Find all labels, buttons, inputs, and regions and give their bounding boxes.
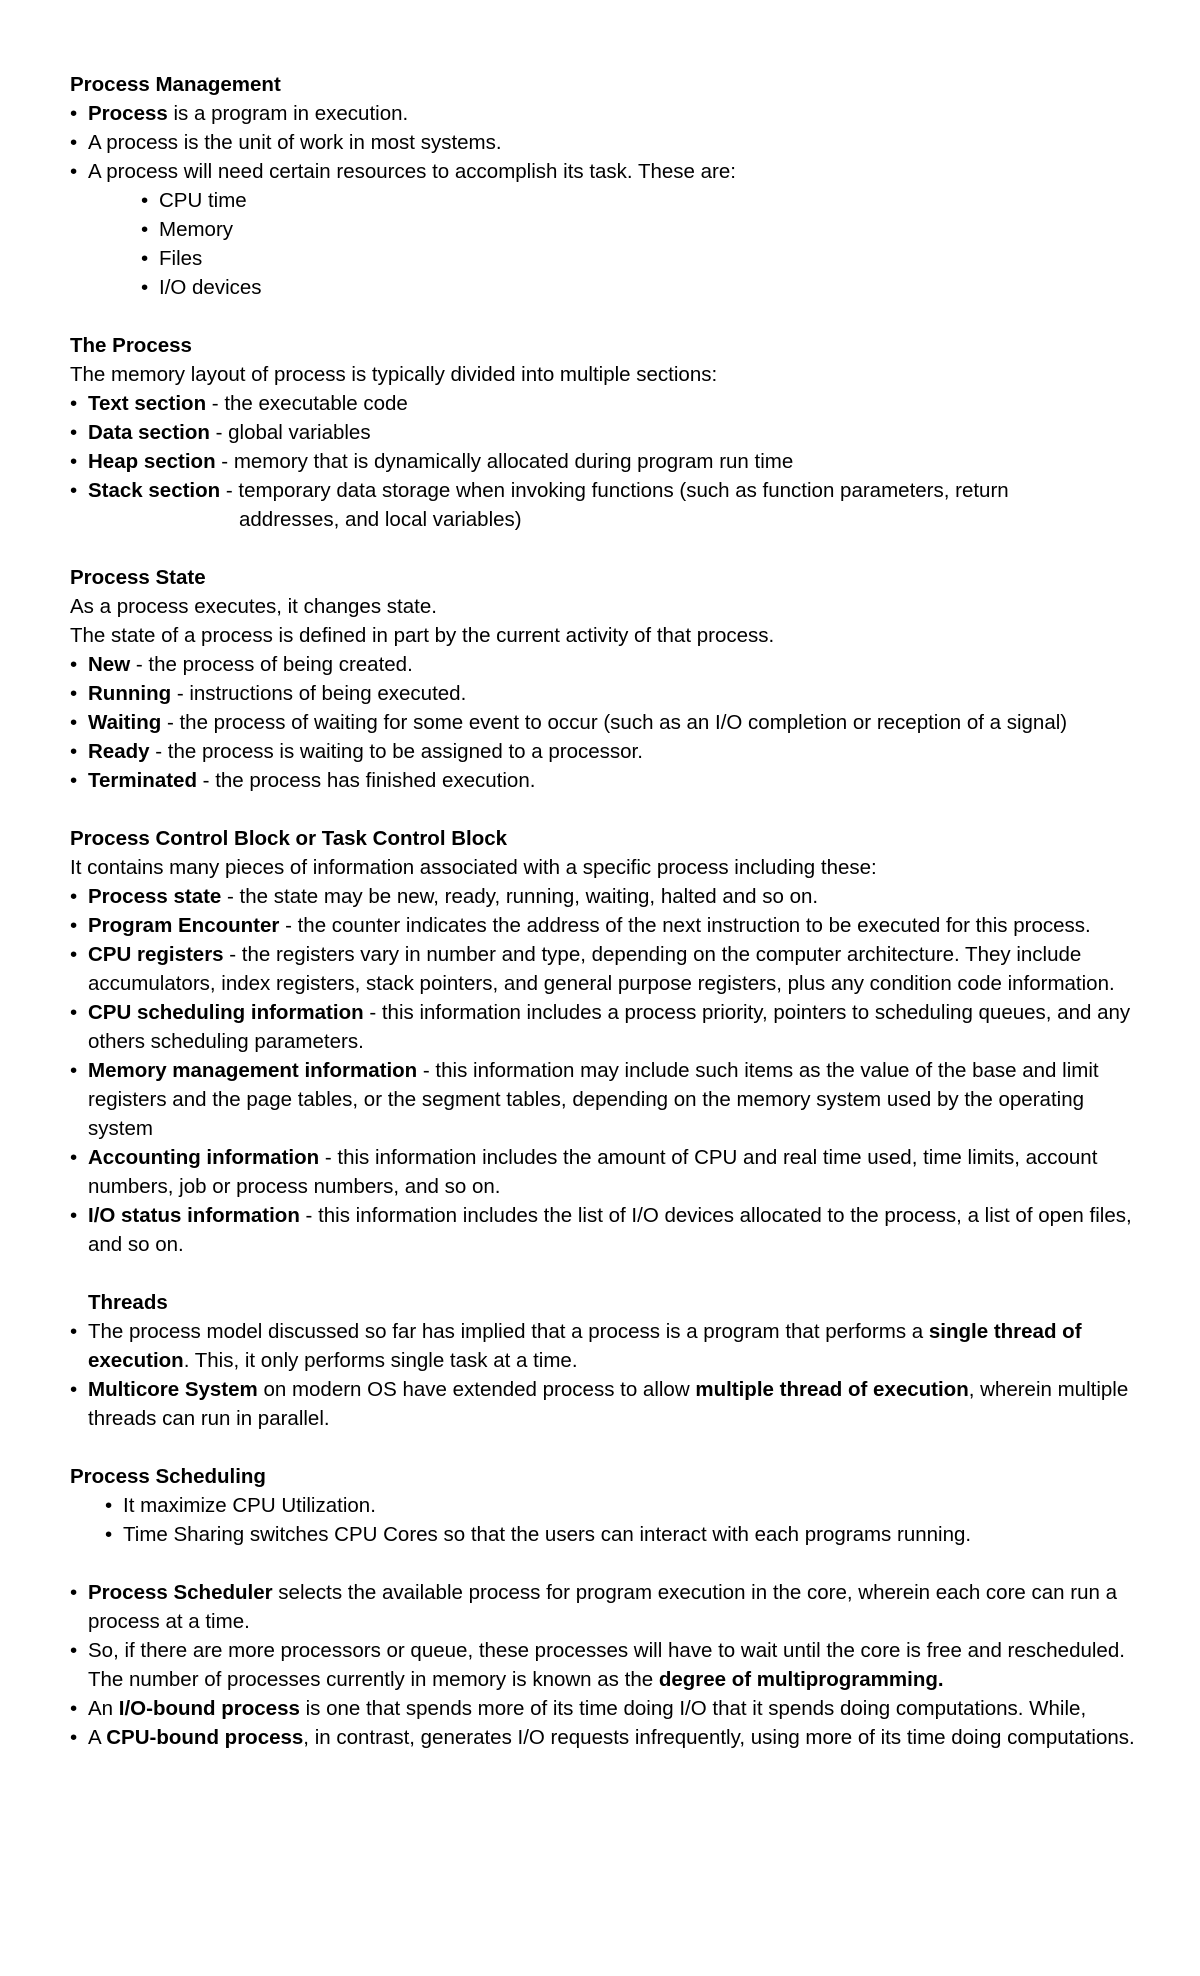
item-text: is a program in execution. [167,102,409,125]
paragraph: It contains many pieces of information associated with a specific process including these: [70,856,877,879]
paragraph: The state of a process is defined in part by the current activity of that process. [70,624,775,647]
item-text: - the process of being created. [130,653,413,676]
resource-list [70,186,1140,302]
item-text: - the registers vary in number and type, depending on the computer architecture. They include accumulators, index registers, stack pointers, and general purpose registers, plus any condition code information. [88,943,1115,995]
item-text: - memory that is dynamically allocated during program run time [215,450,794,473]
list-item [88,1375,1140,1433]
list-item [88,882,1140,911]
bold-term: Stack section [88,479,221,502]
bold-term: Running [88,682,172,705]
list-item [88,1317,1140,1375]
item-text: - the executable code [206,392,408,415]
item-text: - temporary data storage when invoking functions (such as function parameters, return [220,479,1009,502]
bold-term: CPU-bound process [106,1726,304,1749]
list-item [88,447,1140,476]
list-item [88,1694,1140,1723]
item-text: The process model discussed so far has implied that a process is a program that performs a [88,1320,929,1343]
section-heading-process-state: Process State [70,566,206,589]
item-text: An [88,1697,119,1720]
bold-term: Multicore System [88,1378,258,1401]
spacer [70,1259,1140,1288]
list-item [88,708,1140,737]
bold-term: CPU registers [88,943,224,966]
bold-term: CPU scheduling information [88,1001,364,1024]
list-item [88,389,1140,418]
continuation-text: addresses, and local variables) [239,508,522,531]
bold-term: Accounting information [88,1146,320,1169]
threads-list [70,1317,1140,1433]
item-text: - instructions of being executed. [171,682,467,705]
item-text: - this information may include such items as the value of the base and limit registers and the page tables, or the segment tables, depending on the memory system used by the operating system [88,1059,1099,1140]
bold-term: Process Scheduler [88,1581,273,1604]
item-text: - the process is waiting to be assigned to a processor. [149,740,643,763]
item-text: selects the available process for program execution in the core, wherein each core can run a process at a time. [88,1581,1117,1633]
bold-term: Text section [88,392,207,415]
list-item [88,476,1140,505]
document [70,70,1140,1752]
item-text: is one that spends more of its time doing I/O that it spends doing computations. While, [299,1697,1087,1720]
item-text: on modern OS have extended process to allow [257,1378,696,1401]
item-text: - the counter indicates the address of the next instruction to be executed for this process. [279,914,1091,937]
list-item [88,998,1140,1056]
memory-sections-list [70,389,1140,505]
list-item [88,650,1140,679]
bold-term: Waiting [88,711,162,734]
list-item: • Time Sharing switches CPU Cores so that the users can interact with each programs running. [123,1520,1140,1549]
list-item [88,99,1140,128]
item-text: - the state may be new, ready, running, waiting, halted and so on. [221,885,819,908]
scheduling-list [70,1578,1140,1752]
item-text: So, if there are more processors or queue, these processes will have to wait until the core is free and rescheduled. The number of processes currently in memory is known as the [88,1639,1125,1691]
list-item [88,418,1140,447]
bold-term: single thread of execution [88,1320,1082,1372]
list-item [88,737,1140,766]
list-item: • I/O devices [159,273,1140,302]
list-item [88,766,1140,795]
list-item [88,1723,1140,1752]
item-text: - this information includes the list of I/O devices allocated to the process, a list of open files, and so on. [88,1204,1132,1256]
bold-term: degree of multiprogramming. [658,1668,944,1691]
bold-term: multiple thread of execution [695,1378,969,1401]
list-item [88,1056,1140,1143]
paragraph: As a process executes, it changes state. [70,595,437,618]
list-item: • CPU time [159,186,1140,215]
list-item: • It maximize CPU Utilization. [123,1491,1140,1520]
bold-term: Program Encounter [88,914,280,937]
list-item: • A process will need certain resources to accomplish its task. These are: [88,157,1140,186]
bold-term: I/O-bound process [118,1697,300,1720]
list-item [88,679,1140,708]
list-item [88,1636,1140,1694]
spacer [70,302,1140,331]
bold-term: Terminated [88,769,197,792]
list-item [88,1578,1140,1636]
bold-term: Process [88,102,168,125]
bold-term: Data section [88,421,210,444]
section-heading-process-scheduling: Process Scheduling [70,1465,266,1488]
spacer [70,795,1140,824]
item-text: , wherein multiple threads can run in parallel. [88,1378,1129,1430]
spacer [70,534,1140,563]
section-heading-process-management: Process Management [70,73,281,96]
item-text: - the process has finished execution. [196,769,536,792]
list-item: • Memory [159,215,1140,244]
spacer [70,1433,1140,1462]
item-text: - global variables [209,421,371,444]
item-text: - this information includes a process priority, pointers to scheduling queues, and any others scheduling parameters. [88,1001,1131,1053]
process-management-list [70,99,1140,186]
item-text: - the process of waiting for some event to occur (such as an I/O completion or reception of a signal) [161,711,1068,734]
bold-term: Process state [88,885,222,908]
list-item [88,1143,1140,1201]
item-text: , in contrast, generates I/O requests infrequently, using more of its time doing computations. [303,1726,1135,1749]
list-item: • A process is the unit of work in most systems. [88,128,1140,157]
scheduling-sub-list [70,1491,1140,1549]
bold-term: I/O status information [88,1204,300,1227]
bold-term: New [88,653,131,676]
item-text: - this information includes the amount of CPU and real time used, time limits, account numbers, job or process numbers, and so on. [88,1146,1098,1198]
item-text: A [88,1726,107,1749]
item-text: . This, it only performs single task at a time. [183,1349,578,1372]
bold-term: Ready [88,740,150,763]
bold-term: Memory management information [88,1059,418,1082]
section-heading-the-process: The Process [70,334,192,357]
section-heading-pcb: Process Control Block or Task Control Block [70,827,508,850]
bold-term: Heap section [88,450,216,473]
pcb-list [70,882,1140,1259]
section-heading-threads: Threads [88,1291,168,1314]
list-item [88,1201,1140,1259]
process-state-list [70,650,1140,795]
list-item: • Files [159,244,1140,273]
list-item [88,940,1140,998]
paragraph: The memory layout of process is typically divided into multiple sections: [70,363,718,386]
spacer [70,1549,1140,1578]
list-item [88,911,1140,940]
